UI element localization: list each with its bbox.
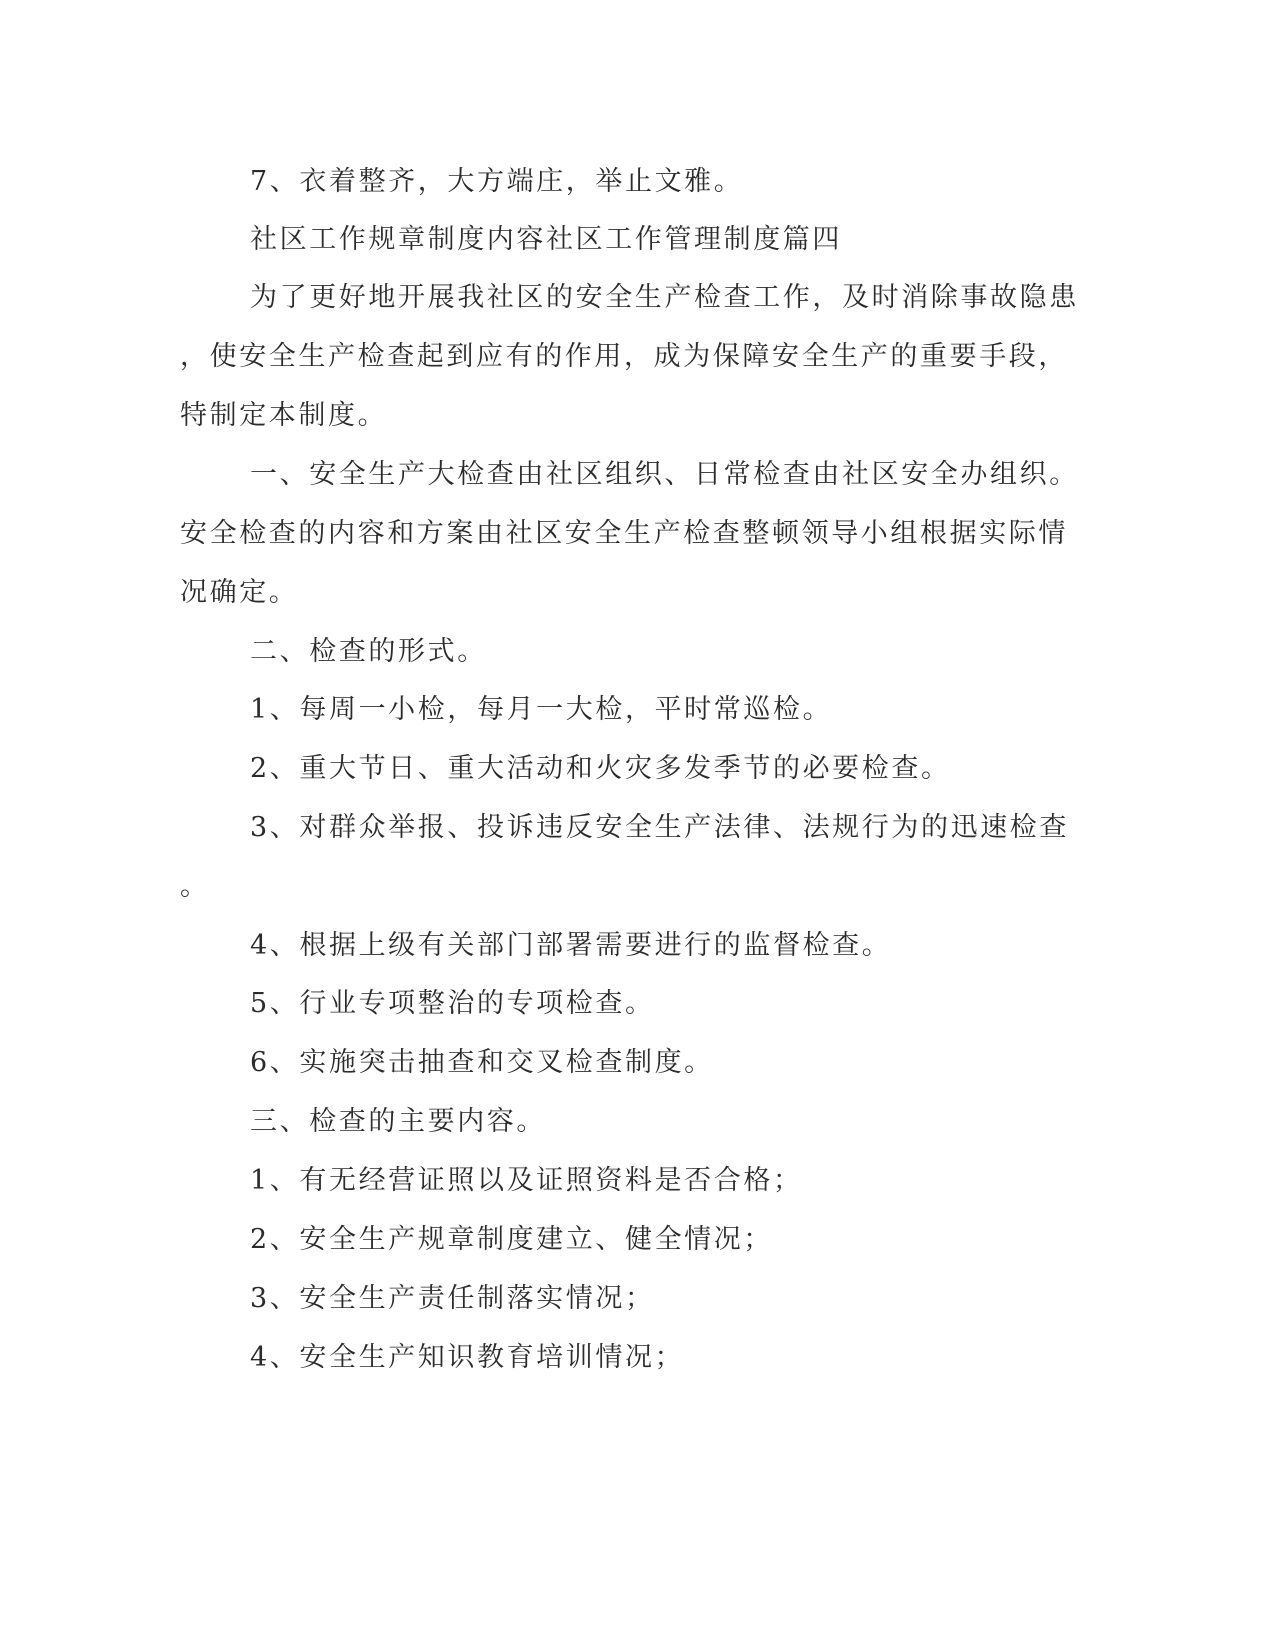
text-line: 2、重大节日、重大活动和火灾多发季节的必要检查。 [250, 753, 951, 784]
text-line: 三、检查的主要内容。 [250, 1106, 546, 1137]
text-line: 。 [180, 871, 210, 902]
text-line: 1、有无经营证照以及证照资料是否合格； [250, 1165, 803, 1196]
text-line: 二、检查的形式。 [250, 636, 487, 667]
text-line: 3、安全生产责任制落实情况； [250, 1283, 655, 1314]
text-line: 为了更好地开展我社区的安全生产检查工作，及时消除事故隐患 [250, 282, 1079, 313]
section-title: 社区工作规章制度内容社区工作管理制度篇四 [250, 224, 842, 255]
text-line: 安全检查的内容和方案由社区安全生产检查整顿领导小组根据实际情 [180, 518, 1068, 549]
text-line: 一、安全生产大检查由社区组织、日常检查由社区安全办组织。 [250, 459, 1079, 490]
text-line: 况确定。 [180, 577, 299, 608]
text-line: 特制定本制度。 [180, 400, 388, 431]
text-line: 4、安全生产知识教育培训情况； [250, 1342, 685, 1373]
text-line: 6、实施突击抽查和交叉检查制度。 [250, 1047, 714, 1078]
text-line: 2、安全生产规章制度建立、健全情况； [250, 1224, 773, 1255]
text-line: ，使安全生产检查起到应有的作用，成为保障安全生产的重要手段， [180, 341, 1068, 372]
text-line: 7、衣着整齐，大方端庄，举止文雅。 [250, 166, 744, 197]
text-line: 3、对群众举报、投诉违反安全生产法律、法规行为的迅速检查 [250, 812, 1069, 843]
text-line: 5、行业专项整治的专项检查。 [250, 988, 655, 1019]
text-line: 4、根据上级有关部门部署需要进行的监督检查。 [250, 930, 892, 961]
text-line: 1、每周一小检，每月一大检，平时常巡检。 [250, 694, 833, 725]
